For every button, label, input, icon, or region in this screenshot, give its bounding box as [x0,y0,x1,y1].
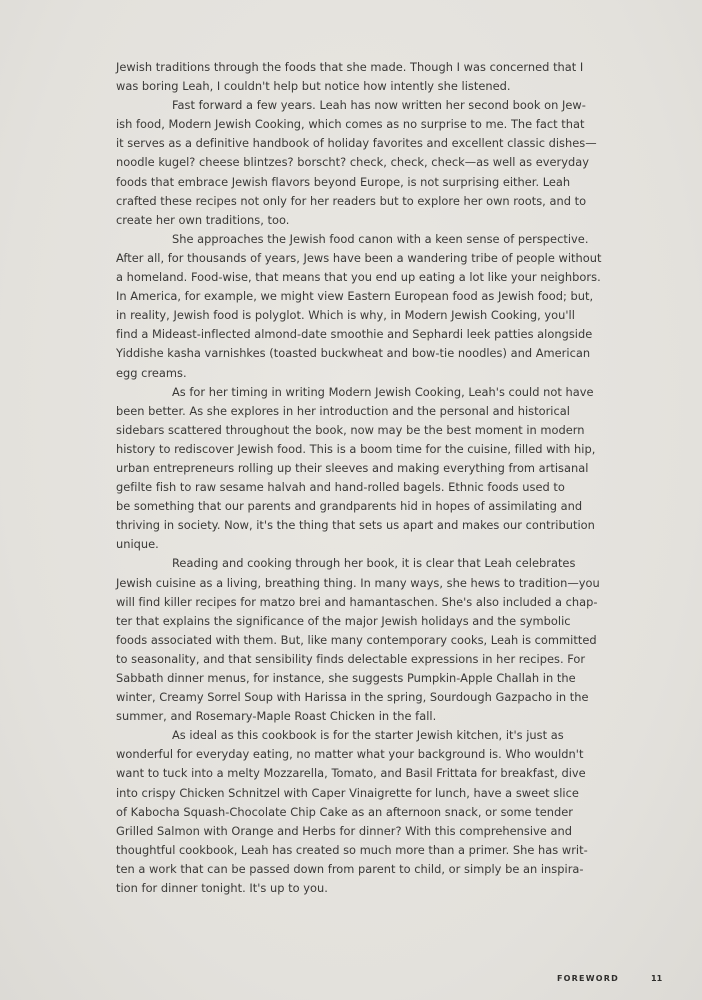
text-line: in reality, Jewish food is polyglot. Which is why, in Modern Jewish Cooking, you'll [116,308,575,323]
text-line: Grilled Salmon with Orange and Herbs for dinner? With this comprehensive and [116,823,572,838]
text-line: ter that explains the significance of the major Jewish holidays and the symbolic [116,613,571,628]
text-line: thoughtful cookbook, Leah has created so much more than a primer. She has writ- [116,842,588,857]
text-line: As for her timing in writing Modern Jewish Cooking, Leah's could not have [172,384,594,399]
text-line: After all, for thousands of years, Jews have been a wandering tribe of people without [116,250,602,265]
text-line: ten a work that can be passed down from parent to child, or simply be an inspira- [116,861,584,876]
text-line: noodle kugel? cheese blintzes? borscht? check, check, check—as well as everyday [116,155,590,170]
foreword-body-text [116,58,652,898]
text-line: In America, for example, we might view Eastern European food as Jewish food; but, [116,289,594,304]
paragraph [116,383,652,555]
text-line: into crispy Chicken Schnitzel with Caper Vinaigrette for lunch, have a sweet slice [116,785,579,800]
text-line: Yiddishe kasha varnishkes (toasted buckwheat and bow-tie noodles) and American [116,346,591,361]
text-line: be something that our parents and grandparents hid in hopes of assimilating and [116,499,583,514]
text-line: history to rediscover Jewish food. This is a boom time for the cuisine, filled with hip, [116,441,596,456]
text-line: As ideal as this cookbook is for the starter Jewish kitchen, it's just as [172,728,564,743]
text-line: Reading and cooking through her book, it is clear that Leah celebrates [172,556,576,571]
text-line: a homeland. Food-wise, that means that you end up eating a lot like your neighbors. [116,270,601,285]
text-line: was boring Leah, I couldn't help but notice how intently she listened. [116,79,511,94]
text-line: wonderful for everyday eating, no matter what your background is. Who wouldn't [116,747,584,762]
text-line: She approaches the Jewish food canon with a keen sense of perspective. [172,231,589,246]
text-line: to seasonality, and that sensibility finds delectable expressions in her recipes. For [116,651,586,666]
text-line: sidebars scattered throughout the book, now may be the best moment in modern [116,422,585,437]
text-line: gefilte fish to raw sesame halvah and hand-rolled bagels. Ethnic foods used to [116,480,565,495]
paragraph [116,58,652,96]
text-line: egg creams. [116,365,187,380]
paragraph [116,96,652,230]
text-line: Jewish cuisine as a living, breathing thing. In many ways, she hews to tradition—you [116,575,600,590]
text-line: unique. [116,537,159,552]
paragraph [116,554,652,726]
text-line: urban entrepreneurs rolling up their sleeves and making everything from artisanal [116,460,589,475]
text-line: Jewish traditions through the foods that she made. Though I was concerned that I [116,60,584,74]
text-line: thriving in society. Now, it's the thing that sets us apart and makes our contribution [116,518,595,533]
text-line: it serves as a definitive handbook of holiday favorites and excellent classic dishes— [116,136,597,151]
page-number: 11 [651,974,663,983]
text-line: create her own traditions, too. [116,212,290,227]
text-line: will find killer recipes for matzo brei and hamantaschen. She's also included a chap- [116,594,598,609]
text-line: foods that embrace Jewish flavors beyond Europe, is not surprising either. Leah [116,174,571,189]
paragraph [116,726,652,898]
running-footer-section: FOREWORD [557,974,619,983]
text-line: of Kabocha Squash-Chocolate Chip Cake as an afternoon snack, or some tender [116,804,573,819]
text-line: want to tuck into a melty Mozzarella, Tomato, and Basil Frittata for breakfast, dive [116,766,586,781]
text-line: Sabbath dinner menus, for instance, she suggests Pumpkin-Apple Challah in the [116,671,576,685]
text-line: been better. As she explores in her introduction and the personal and historical [116,403,570,418]
text-line: ish food, Modern Jewish Cooking, which comes as no surprise to me. The fact that [116,117,585,132]
text-line: find a Mideast-inflected almond-date smoothie and Sephardi leek patties alongside [116,327,593,342]
text-line: winter, Creamy Sorrel Soup with Harissa in the spring, Sourdough Gazpacho in the [116,690,589,705]
paragraph [116,230,652,383]
text-line: foods associated with them. But, like many contemporary cooks, Leah is committed [116,632,597,647]
text-line: tion for dinner tonight. It's up to you. [116,881,328,896]
text-line: crafted these recipes not only for her readers but to explore her own roots, and to [116,193,587,208]
text-line: Fast forward a few years. Leah has now written her second book on Jew- [172,98,586,113]
text-line: summer, and Rosemary-Maple Roast Chicken in the fall. [116,709,437,724]
